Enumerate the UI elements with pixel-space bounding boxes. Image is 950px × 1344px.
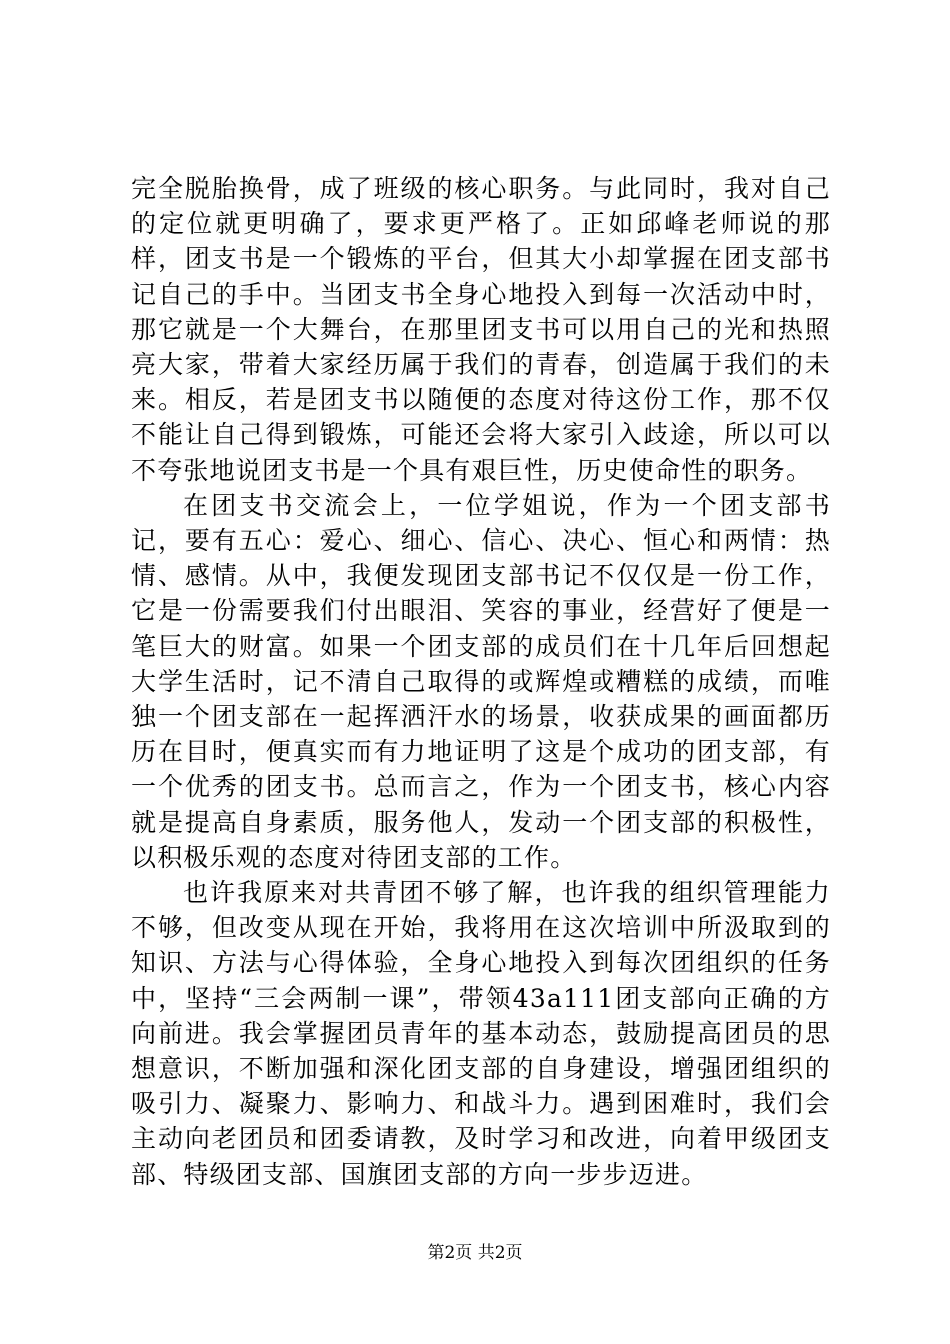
page-number-footer: 第2页 共2页 [427, 1243, 523, 1263]
paragraph-1: 完全脱胎换骨，成了班级的核心职务。与此同时，我对自己的定位就更明确了，要求更严格了。正如邱峰老师说的那样，团支书是一个锻炼的平台，但其大小却掌握在团支部书记自己的手中。当团支书全身心地投入到每一次活动中时，那它就是一个大舞台，在那里团支书可以用自己的光和热照亮大家，带着大家经历属于我们的青春，创造属于我们的未来。相反，若是团支书以随便的态度对待这份工作，那不仅不能让自己得到锻炼，可能还会将大家引入歧途，所以可以不夸张地说团支书是一个具有艰巨性，历史使命性的职务。 [131, 174, 831, 485]
paragraph-3: 也许我原来对共青团不够了解，也许我的组织管理能力不够，但改变从现在开始，我将用在这次培训中所汲取到的知识、方法与心得体验，全身心地投入到每次团组织的任务中，坚持“三会两制一课”，带领43a111团支部向正确的方向前进。我会掌握团员青年的基本动态，鼓励提高团员的思想意识，不断加强和深化团支部的自身建设，增强团组织的吸引力、凝聚力、影响力、和战斗力。遇到困难时，我们会主动向老团员和团委请教，及时学习和改进，向着甲级团支部、特级团支部、国旗团支部的方向一步步迈进。 [131, 878, 831, 1189]
paragraph-2: 在团支书交流会上，一位学姐说，作为一个团支部书记，要有五心：爱心、细心、信心、决心、恒心和两情：热情、感情。从中，我便发现团支部书记不仅仅是一份工作，它是一份需要我们付出眼泪、笑容的事业，经营好了便是一笔巨大的财富。如果一个团支部的成员们在十几年后回想起大学生活时，记不清自己取得的或辉煌或糟糕的成绩，而唯独一个团支部在一起挥洒汗水的场景，收获成果的画面都历历在目时，便真实而有力地证明了这是个成功的团支部，有一个优秀的团支书。总而言之，作为一个团支书，核心内容就是提高自身素质，服务他人，发动一个团支部的积极性，以积极乐观的态度对待团支部的工作。 [131, 490, 831, 872]
document-body [131, 171, 831, 1192]
